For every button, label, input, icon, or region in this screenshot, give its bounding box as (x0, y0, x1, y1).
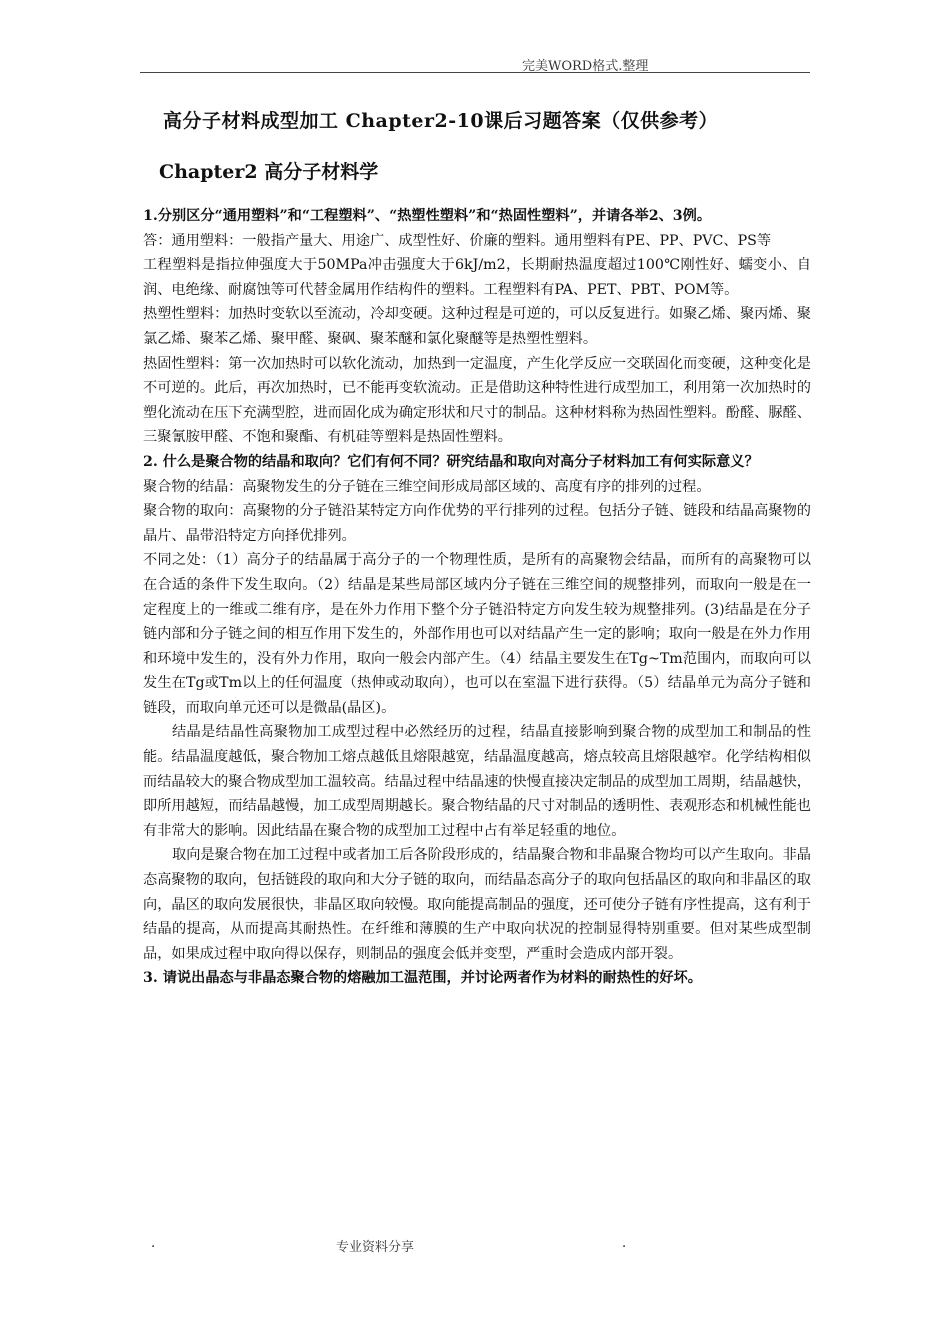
answer-paragraph: 不同之处：（1）高分子的结晶属于高分子的一个物理性质，是所有的高聚物会结晶，而所有的高聚物可以在合适的条件下发生取向。（2）结晶是某些局部区域内分子链在三维空间的规整排列，而取向一般是在一定程度上的一维或二维有序，是在外力作用下整个分子链沿特定方向发生较为规整排列。(3)结晶是在分子链内部和分子链之间的相互作用下发生的，外部作用也可以对结晶产生一定的影响；取向一般是在外力作用和环境中发生的，没有外力作用，取向一般会内部产生。（4）结晶主要发生在Tg~Tm范围内，而取向可以发生在Tg或Tm以上的任何温度（热伸或动取向），也可以在室温下进行获得。（5）结晶单元为高分子链和链段，而取向单元还可以是微晶(晶区)。 (143, 552, 811, 716)
question-2: 2. 什么是聚合物的结晶和取向？它们有何不同？研究结晶和取向对高分子材料加工有何实际意义？ (143, 453, 759, 470)
answer-paragraph: 聚合物的取向：高聚物的分子链沿某特定方向作优势的平行排列的过程。包括分子链、链段和结晶高聚物的晶片、晶带沿特定方向择优排列。 (143, 503, 811, 544)
chapter-title: Chapter2 高分子材料学 (159, 161, 379, 183)
document-body (143, 106, 811, 991)
footer-text: 专业资料分享 (336, 1240, 415, 1255)
answer-paragraph: 热固性塑料：第一次加热时可以软化流动，加热到一定温度，产生化学反应一交联固化而变硬，这种变化是不可逆的。此后，再次加热时，已不能再变软流动。正是借助这种特性进行成型加工，利用第一次加热时的塑化流动在压下充满型腔，进而固化成为确定形状和尺寸的制品。这种材料称为热固性塑料。酚醛、脲醛、三聚氰胺甲醛、不饱和聚酯、有机硅等塑料是热固性塑料。 (143, 355, 811, 446)
answer-paragraph: 热塑性塑料：加热时变软以至流动，冷却变硬。这种过程是可逆的，可以反复进行。如聚乙烯、聚丙烯、聚氯乙烯、聚苯乙烯、聚甲醛、聚砜、聚苯醚和氯化聚醚等是热塑性塑料。 (143, 306, 811, 347)
page-header-text: 完美WORD格式.整理 (522, 59, 649, 74)
answer-paragraph: 答：通用塑料：一般指产量大、用途广、成型性好、价廉的塑料。通用塑料有PE、PP、PVC、PS等 (143, 232, 772, 249)
footer-dot-left: . (151, 1236, 156, 1251)
answer-paragraph: 工程塑料是指拉伸强度大于50MPa冲击强度大于6kJ/m2，长期耐热温度超过100℃刚性好、蠕变小、自润、电绝缘、耐腐蚀等可代替金属用作结构件的塑料。工程塑料有PA、PET、PBT、POM等。 (143, 257, 811, 298)
header-divider (140, 72, 810, 73)
question-1: 1.分别区分“通用塑料”和“工程塑料”、“热塑性塑料”和“热固性塑料”，并请各举2、3例。 (143, 208, 712, 224)
answer-paragraph: 聚合物的结晶：高聚物发生的分子链在三维空间形成局部区域的、高度有序的排列的过程。 (143, 478, 711, 495)
footer-dot-right: . (622, 1236, 627, 1251)
question-3: 3. 请说出晶态与非晶态聚合物的熔融加工温范围，并讨论两者作为材料的耐热性的好坏。 (143, 970, 702, 987)
answer-paragraph: 取向是聚合物在加工过程中或者加工后各阶段形成的，结晶聚合物和非晶聚合物均可以产生取向。非晶态高聚物的取向，包括链段的取向和大分子链的取向，而结晶态高分子的取向包括晶区的取向和非晶区的取向，晶区的取向发展很快，非晶区取向较慢。取向能提高制品的强度，还可使分子链有序性提高，这有利于结晶的提高，从而提高其耐热性。在纤维和薄膜的生产中取向状况的控制显得特别重要。但对某些成型制品，如果成过程中取向得以保存，则制品的强度会低并变型，严重时会造成内部开裂。 (143, 847, 811, 962)
document-title: 高分子材料成型加工 Chapter2-10课后习题答案（仅供参考） (163, 110, 719, 132)
answer-paragraph: 结晶是结晶性高聚物加工成型过程中必然经历的过程，结晶直接影响到聚合物的成型加工和制品的性能。结晶温度越低，聚合物加工熔点越低且熔限越宽，结晶温度越高，熔点较高且熔限越窄。化学结构相似而结晶较大的聚合物成型加工温较高。结晶过程中结晶速的快慢直接决定制品的成型加工周期，结晶越快，即所用越短，而结晶越慢，加工成型周期越长。聚合物结晶的尺寸对制品的透明性、表观形态和机械性能也有非常大的影响。因此结晶在聚合物的成型加工过程中占有举足轻重的地位。 (143, 724, 811, 839)
